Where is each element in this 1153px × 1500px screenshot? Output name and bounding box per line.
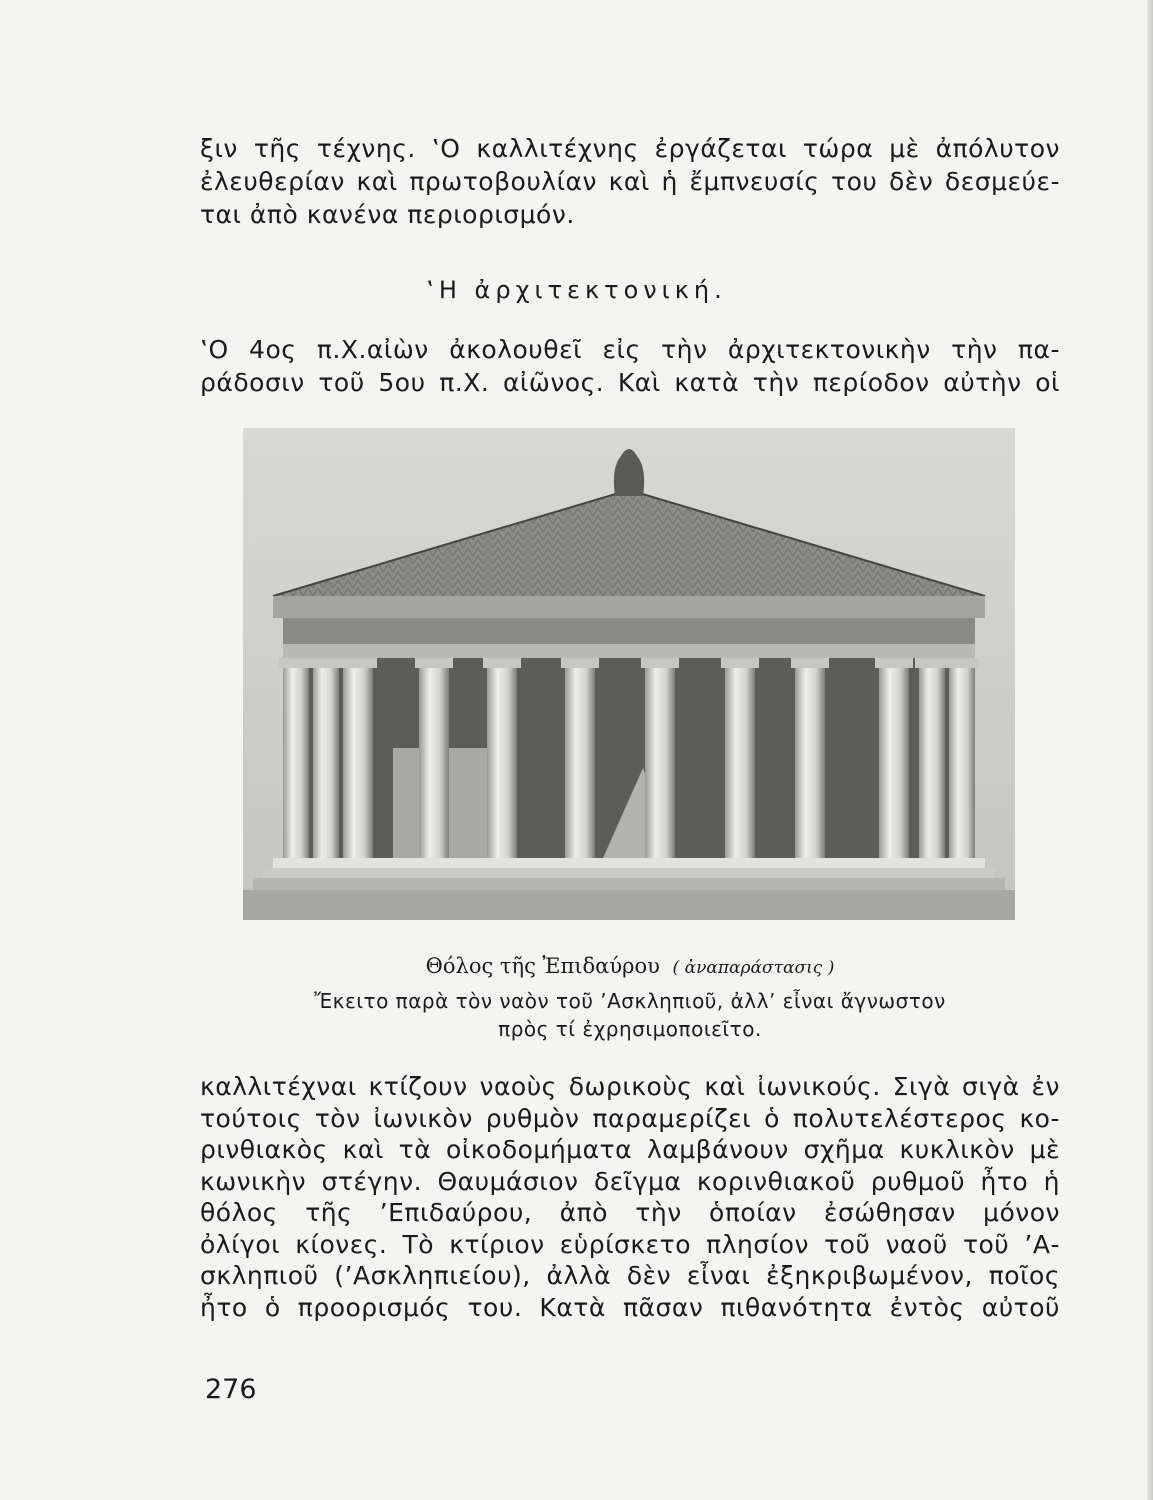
stylobate — [273, 858, 985, 868]
text-line: καλλιτέχναι κτίζουν ναοὺς δωρικοὺς καὶ ἰωνικούς. Σιγὰ σιγὰ ἐν — [200, 1072, 1060, 1101]
figure-caption-title — [240, 954, 1020, 978]
text-line: ται ἀπὸ κανένα περιορισμόν. — [200, 200, 575, 229]
text-line: θόλος τῆς ’Επιδαύρου, ἀπὸ τὴν ὁποίαν ἐσώθησαν μόνον — [200, 1198, 1060, 1227]
tholos-drawing — [243, 428, 1015, 920]
text-line: ‛Ο 4ος π.Χ.αἰὼν ἀκολουθεῖ εἰς τὴν ἀρχιτεκτονικὴν τὴν πα- — [200, 335, 1060, 364]
text-line: κωνικὴν στέγην. Θαυμάσιον δεῖγμα κορινθιακοῦ ρυθμοῦ ἦτο ἡ — [200, 1166, 1060, 1196]
tholos-illustration — [243, 428, 1015, 920]
paragraph-intro — [200, 333, 1060, 399]
caption-line: πρὸς τί ἐχρησιμοποιεῖτο. — [498, 1017, 762, 1041]
paragraph-main — [200, 1071, 1060, 1323]
text-line: σκληπιοῦ (’Ασκληπιείου), ἀλλὰ δὲν εἶναι ἐξηκριβωμένον, ποῖος — [200, 1261, 1060, 1290]
page-number: 276 — [205, 1374, 257, 1405]
page-edge — [1147, 0, 1153, 1500]
caption-note: ( ἀναπαράστασις ) — [672, 958, 835, 978]
paragraph-top — [200, 132, 1060, 231]
section-heading: ‛Η ἀρχιτεκτονική. — [426, 276, 727, 304]
text-line: ράδοσιν τοῦ 5ου π.Χ. αἰῶνος. Καὶ κατὰ τὴν περίοδον αὐτὴν οἱ — [200, 368, 1060, 397]
text-line: ὀλίγοι κίονες. Τὸ κτίριον εὑρίσκετο πλησίον τοῦ ναοῦ τοῦ ’Α- — [200, 1229, 1060, 1259]
caption-title: Θόλος τῆς Ἐπιδαύρου — [425, 954, 660, 978]
text-line: ρινθιακὸς καὶ τὰ οἰκοδομήματα λαμβάνουν σχῆμα κυκλικὸν μὲ — [200, 1135, 1060, 1164]
text-line: ἐλευθερίαν καὶ πρωτοβουλίαν καὶ ἡ ἔμπνευσίς του δὲν δεσμεύε- — [200, 167, 1060, 196]
text-line: τούτοις τὸν ἰωνικὸν ρυθμὸν παραμερίζει ὁ πολυτελέστερος κο- — [200, 1103, 1060, 1133]
text-line: ἦτο ὁ προορισμός του. Κατὰ πᾶσαν πιθανότητα ἐντὸς αὐτοῦ — [200, 1292, 1060, 1322]
text-line: ξιν τῆς τέχνης. ‛Ο καλλιτέχνης ἐργάζεται τώρα μὲ ἀπόλυτον — [200, 134, 1060, 163]
figure-caption-text — [240, 987, 1020, 1043]
caption-line: Ἔκειτο παρὰ τὸν ναὸν τοῦ ’Ασκληπιοῦ, ἀλλ’ εἶναι ἄγνωστον — [314, 989, 946, 1013]
